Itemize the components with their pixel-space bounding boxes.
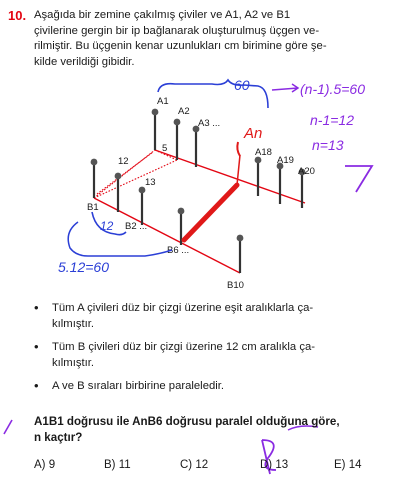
- label-a19: A19: [277, 155, 294, 166]
- question-line: rilmiştir. Bu üçgenin kenar uzunlukları cm birimine göre şe-: [34, 40, 327, 52]
- hw-left-tick: [4, 420, 12, 434]
- option-value: 11: [118, 459, 131, 471]
- bullet-item: [34, 378, 386, 394]
- question-number: 10.: [8, 8, 27, 23]
- label-len-12: 12: [118, 156, 129, 167]
- bullet-dot: •: [34, 378, 39, 393]
- label-b1: B1: [87, 202, 99, 213]
- hw-eq3: n=13: [312, 137, 344, 153]
- label-a20: A20: [298, 166, 315, 177]
- triangle-lines: [94, 150, 177, 198]
- question-line: Aşağıda bir zemine çakılmış çiviler ve A1, A2 ve B1: [34, 9, 291, 21]
- ask-line: A1B1 doğrusu ile AnB6 doğrusu paralel olduğuna göre,: [34, 415, 340, 428]
- option-value: 9: [48, 459, 56, 471]
- bullet-text: A ve B sıraları birbirine paraleledir.: [52, 380, 225, 392]
- label-a3: A3 ...: [198, 118, 221, 129]
- option-value: 13: [275, 459, 289, 471]
- option-letter: B): [104, 459, 116, 471]
- question-ask: [34, 414, 394, 446]
- label-b6: B6 ...: [167, 245, 190, 256]
- label-a18: A18: [255, 147, 272, 158]
- bullet-list: [34, 300, 386, 401]
- option-letter: A): [34, 459, 46, 471]
- hw-eq2: n-1=12: [310, 112, 354, 128]
- option-letter: D): [260, 459, 273, 471]
- option-d[interactable]: [260, 459, 288, 471]
- label-b10: B10: [227, 280, 244, 291]
- bullet-dot: •: [34, 339, 39, 354]
- nail-heads-b: [91, 159, 244, 242]
- hw-eq1: (n-1).5=60: [300, 81, 365, 97]
- option-value: 14: [348, 459, 362, 471]
- hw-an: An: [244, 125, 263, 142]
- bullet-dot: •: [34, 300, 39, 315]
- label-a1: A1: [157, 96, 169, 107]
- option-e[interactable]: [334, 459, 362, 471]
- option-a[interactable]: [34, 459, 55, 471]
- option-letter: C): [180, 459, 193, 471]
- option-letter: E): [334, 459, 346, 471]
- option-value: 12: [195, 459, 209, 471]
- hw-bottom-eq: 5.12=60: [58, 259, 109, 275]
- ask-line: n kaçtır?: [34, 431, 83, 444]
- b-row-line: [94, 198, 240, 273]
- label-len-5: 5: [162, 143, 168, 154]
- bullet-item: [34, 339, 386, 371]
- question-line: çivilerine gergin bir ip bağlanarak oluşturulmuş üçgen ve-: [34, 24, 320, 37]
- hw-top-60: 60: [234, 77, 250, 93]
- option-b[interactable]: [104, 459, 131, 471]
- option-c[interactable]: [180, 459, 208, 471]
- hw-left-12: 12: [100, 219, 114, 233]
- label-b2: B2 ...: [125, 221, 148, 232]
- label-a2: A2: [178, 106, 190, 117]
- bullet-text: Tüm A çivileri düz bir çizgi üzerine eşit aralıklarla ça- kılmıştır.: [52, 302, 314, 330]
- bullet-text: Tüm B çivileri düz bir çizgi üzerine 12 cm aralıkla ça- kılmıştır.: [52, 341, 316, 369]
- label-len-13: 13: [145, 177, 156, 188]
- bullet-item: [34, 300, 386, 332]
- question-line: kilde verildiği gibidir.: [34, 55, 135, 68]
